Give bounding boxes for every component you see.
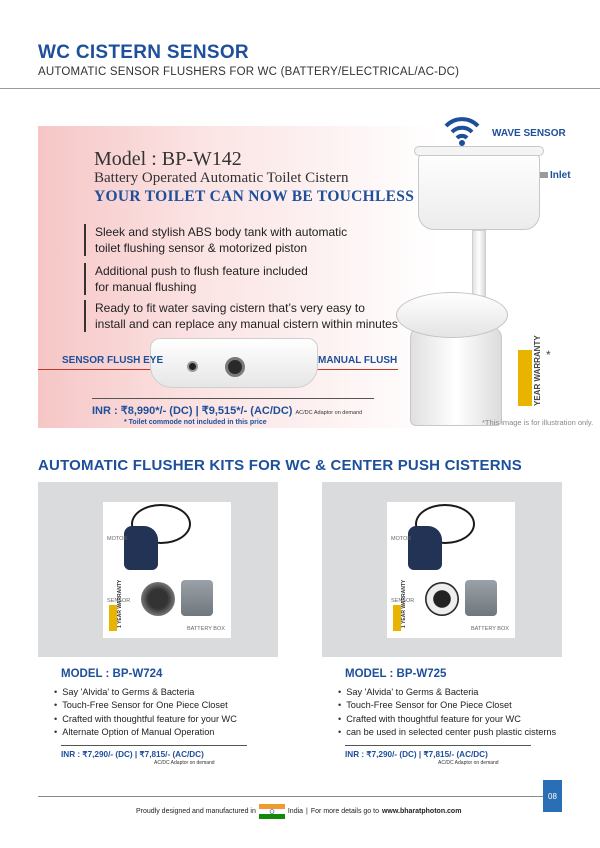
warranty-badge-icon bbox=[393, 605, 401, 631]
wave-sensor-label: WAVE SENSOR bbox=[492, 128, 566, 139]
product-features bbox=[54, 686, 237, 739]
battery-box-label: BATTERY BOX bbox=[187, 626, 225, 632]
product-price: INR : ₹7,290/- (DC) | ₹7,815/- (AC/DC) bbox=[61, 750, 204, 759]
sensor-label: SENSOR bbox=[107, 598, 131, 604]
product-photo-frame bbox=[38, 482, 278, 657]
feature-line: Sleek and stylish ABS body tank with automatic bbox=[95, 225, 348, 239]
adaptor-note: AC/DC Adaptor on demand bbox=[154, 760, 215, 766]
sensor-disk-image bbox=[141, 582, 175, 616]
footer-separator: | bbox=[306, 808, 308, 815]
hero-feature bbox=[84, 300, 398, 332]
motor-image bbox=[408, 526, 442, 570]
hero-price-adaptor: AC/DC Adaptor on demand bbox=[295, 410, 363, 416]
footer-country: India bbox=[287, 808, 304, 815]
warranty-badge-icon bbox=[109, 605, 117, 631]
product-features bbox=[338, 686, 556, 739]
feature-line: Ready to fit water saving cistern that’s very easy to bbox=[95, 301, 365, 315]
warranty-label: 1 YEAR WARRANTY bbox=[401, 579, 407, 628]
sensor-flush-eye-label: SENSOR FLUSH EYE bbox=[62, 355, 164, 366]
toilet-seat-image bbox=[396, 292, 508, 338]
hero-feature bbox=[84, 263, 308, 295]
feature-line: Additional push to flush feature included bbox=[95, 264, 308, 278]
list-item: • Say 'Alvida' to Germs & Bacteria bbox=[54, 686, 237, 699]
page-title: WC CISTERN SENSOR bbox=[38, 42, 249, 63]
section-title: AUTOMATIC FLUSHER KITS FOR WC & CENTER PUSH CISTERNS bbox=[38, 457, 523, 474]
warranty-label: YEAR WARRANTY bbox=[533, 335, 542, 406]
inlet-label: Inlet bbox=[550, 170, 571, 181]
illustration-note: *This image is for illustration only. bbox=[482, 418, 594, 427]
manual-flush-button-icon bbox=[225, 357, 245, 377]
flush-pipe-image bbox=[472, 230, 486, 300]
warranty-number-icon bbox=[518, 350, 532, 406]
hero-price bbox=[92, 404, 362, 417]
list-item: • can be used in selected center push plastic cisterns bbox=[338, 726, 556, 739]
price-divider bbox=[61, 745, 247, 746]
footer-details: For more details go to bbox=[310, 808, 379, 815]
sensor-disk-image bbox=[425, 582, 459, 616]
cistern-lid-image bbox=[414, 146, 544, 156]
footer-divider bbox=[38, 796, 543, 797]
footer-made-in: Proudly designed and manufactured in bbox=[136, 808, 256, 815]
price-divider bbox=[345, 745, 531, 746]
inlet-pipe-image bbox=[540, 172, 548, 178]
india-flag-icon bbox=[259, 804, 285, 819]
feature-line: for manual flushing bbox=[95, 280, 197, 294]
hero-tagline: YOUR TOILET CAN NOW BE TOUCHLESS bbox=[94, 188, 415, 205]
product-photo bbox=[103, 502, 231, 638]
page-subtitle: AUTOMATIC SENSOR FLUSHERS FOR WC (BATTERY/ELECTRICAL/AC-DC) bbox=[38, 66, 460, 78]
list-item: • Say 'Alvida' to Germs & Bacteria bbox=[338, 686, 556, 699]
list-item: • Touch-Free Sensor for One Piece Closet bbox=[338, 699, 556, 712]
list-item: • Crafted with thoughtful feature for your WC bbox=[54, 713, 237, 726]
toilet-bowl-image bbox=[410, 326, 502, 426]
product-card bbox=[322, 482, 562, 784]
list-item: • Crafted with thoughtful feature for your WC bbox=[338, 713, 556, 726]
battery-box-image bbox=[465, 580, 497, 616]
website-link[interactable]: www.bharatphoton.com bbox=[381, 808, 462, 815]
hero-description: Battery Operated Automatic Toilet Cistern bbox=[94, 170, 349, 186]
footer bbox=[136, 804, 461, 819]
page-number: 08 bbox=[543, 780, 562, 812]
warranty-star: * bbox=[546, 348, 551, 362]
product-model: MODEL : BP-W724 bbox=[61, 668, 163, 680]
list-item: • Alternate Option of Manual Operation bbox=[54, 726, 237, 739]
manual-flush-label: MANUAL FLUSH bbox=[318, 355, 398, 366]
motor-image bbox=[124, 526, 158, 570]
product-price: INR : ₹7,290/- (DC) | ₹7,815/- (AC/DC) bbox=[345, 750, 488, 759]
motor-label: MOTOR bbox=[107, 536, 128, 542]
product-photo-frame bbox=[322, 482, 562, 657]
product-card bbox=[38, 482, 278, 784]
adaptor-note: AC/DC Adaptor on demand bbox=[438, 760, 499, 766]
battery-box-label: BATTERY BOX bbox=[471, 626, 509, 632]
battery-box-image bbox=[181, 580, 213, 616]
feature-line: toilet flushing sensor & motorized piston bbox=[95, 241, 308, 255]
wifi-icon bbox=[442, 112, 482, 148]
sensor-eye-icon bbox=[187, 361, 198, 372]
hero-model: Model : BP-W142 bbox=[94, 148, 242, 170]
hero-feature bbox=[84, 224, 347, 256]
product-photo bbox=[387, 502, 515, 638]
hero-price-note: * Toilet commode not included in this price bbox=[124, 419, 267, 426]
motor-label: MOTOR bbox=[391, 536, 412, 542]
header-divider bbox=[0, 88, 600, 89]
cistern-image bbox=[418, 150, 540, 230]
hero-price-value: INR : ₹8,990*/- (DC) | ₹9,515*/- (AC/DC) bbox=[92, 405, 293, 417]
warranty-label: 1 YEAR WARRANTY bbox=[117, 579, 123, 628]
price-divider bbox=[92, 398, 374, 399]
list-item: • Touch-Free Sensor for One Piece Closet bbox=[54, 699, 237, 712]
feature-line: install and can replace any manual cistern within minutes bbox=[95, 317, 398, 331]
sensor-label: SENSOR bbox=[391, 598, 415, 604]
product-model: MODEL : BP-W725 bbox=[345, 668, 447, 680]
